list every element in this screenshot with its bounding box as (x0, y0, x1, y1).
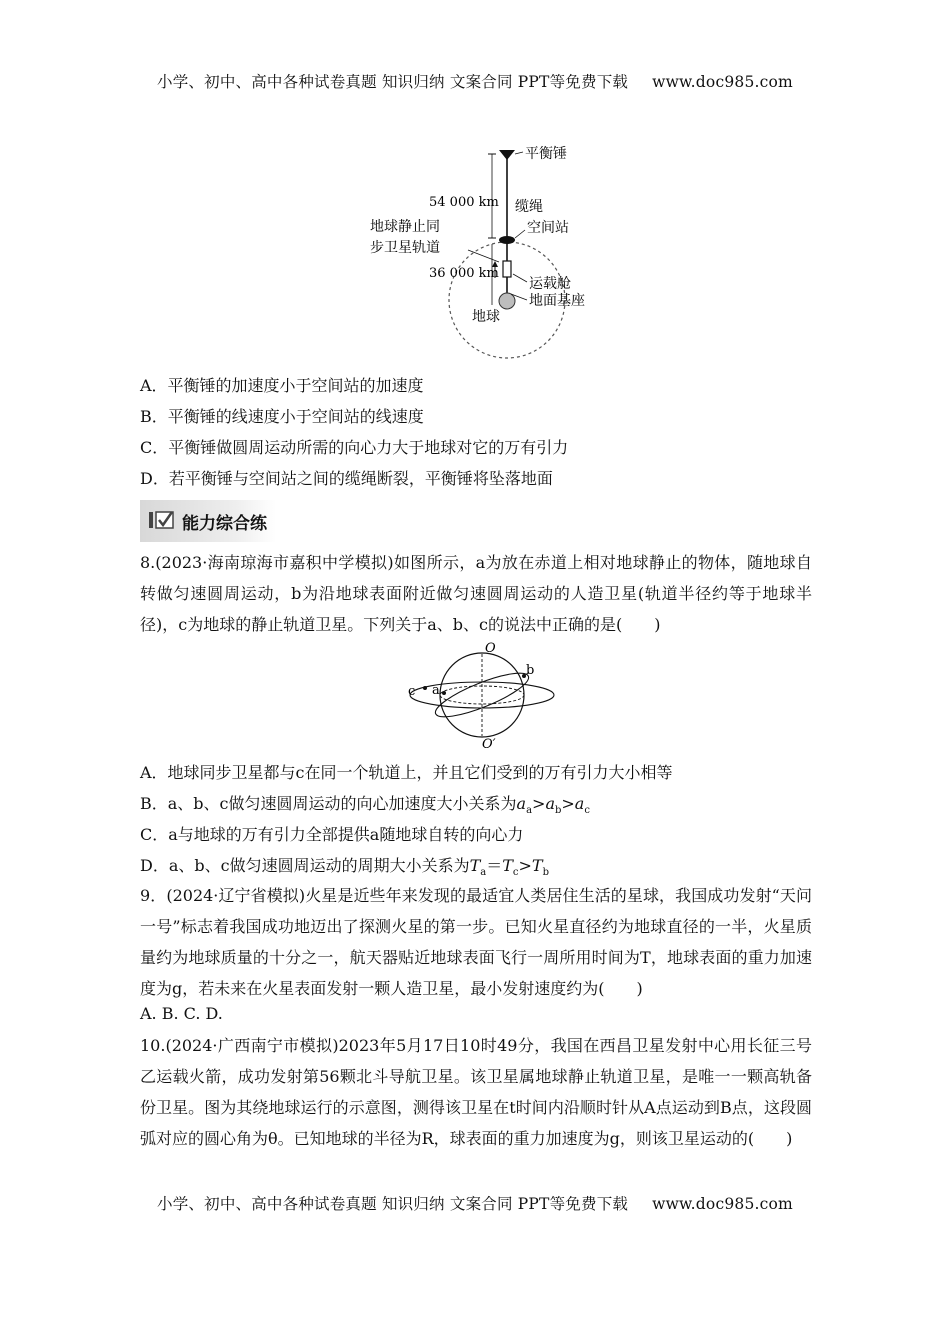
header-text: 小学、初中、高中各种试卷真题 知识归纳 文案合同 PPT等免费下载 (157, 73, 629, 91)
label-b: b (526, 663, 535, 678)
earth-icon (499, 293, 515, 309)
q8-option-b: B．a、b、c做匀速圆周运动的向心加速度大小关系为$a_a>a_b>a_c$ (140, 794, 590, 817)
q7-option-c: C．平衡锤做圆周运动所需的向心力大于地球对它的万有引力 (140, 438, 569, 457)
lower-distance-label: 36 000 km (429, 266, 499, 281)
q10-stem: 10.(2024·广西南宁市模拟)2023年5月17日10时49分，我国在西昌卫星发射中心用长征三号乙运载火箭，成功发射第56颗北斗导航卫星。该卫星属地球静止轨道卫星，是唯一一颗高轨备份卫星。图为其绕地球运行的示意图，测得该卫星在t时间内沿顺时针从A点运动到B点，这段圆弧对应的圆心角为θ。已知地球的半径为R，球表面的重力加速度为g，则该卫星运动的( ) (140, 1036, 812, 1148)
counterweight-icon (499, 150, 515, 160)
checklist-icon (148, 509, 176, 531)
q8-option-a: A．地球同步卫星都与c在同一个轨道上，并且它们受到的万有引力大小相等 (140, 763, 673, 782)
counterweight-label: 平衡锤 (525, 146, 567, 162)
upper-distance-label: 54 000 km (429, 195, 499, 210)
label-O-prime: O′ (482, 737, 496, 752)
capsule-icon (503, 261, 511, 277)
q7-option-a: A．平衡锤的加速度小于空间站的加速度 (140, 376, 424, 395)
space-elevator-figure (355, 140, 615, 365)
station-label: 空间站 (527, 220, 569, 236)
section-title: 能力综合练 (182, 514, 267, 534)
q7-option-b: B．平衡锤的线速度小于空间站的线速度 (140, 407, 424, 426)
orbit-figure (400, 640, 580, 755)
footer-url[interactable]: www.doc985.com (652, 1195, 793, 1213)
label-c: c (408, 684, 416, 699)
page-header (0, 70, 950, 92)
orbit-label-1: 地球静止同 (370, 219, 440, 235)
cable-label: 缆绳 (515, 199, 543, 215)
earth-label: 地球 (472, 309, 500, 325)
orbit-label-2: 步卫星轨道 (370, 240, 440, 256)
space-station-icon (499, 236, 515, 244)
label-a: a (432, 683, 440, 698)
page-footer (0, 1192, 950, 1214)
label-O: O (485, 641, 496, 656)
q8-stem: 8.(2023·海南琼海市嘉积中学模拟)如图所示，a为放在赤道上相对地球静止的物体，随地球自转做匀速圆周运动，b为沿地球表面附近做匀速圆周运动的人造卫星(轨道半径约等于地球半径)，c为地球的静止轨道卫星。下列关于a、b、c的说法中正确的是( ) (140, 553, 812, 634)
q8-option-d: D．a、b、c做匀速圆周运动的周期大小关系为$T_a=T_c>T_b$ (140, 856, 549, 879)
header-url[interactable]: www.doc985.com (652, 73, 793, 91)
base-label: 地面基座 (529, 293, 585, 309)
q7-option-d: D．若平衡锤与空间站之间的缆绳断裂，平衡锤将坠落地面 (140, 469, 553, 488)
section-header (140, 500, 276, 542)
q9-stem: 9．(2024·辽宁省模拟)火星是近些年来发现的最适宜人类居住生活的星球，我国成功发射“天问一号”标志着我国成功地迈出了探测火星的第一步。已知火星直径约为地球直径的一半，火星质量约为地球质量的十分之一，航天器贴近地球表面飞行一周所用时间为T，地球表面的重力加速度为g，若未来在火星表面发射一颗人造卫星，最小发射速度约为( ) (140, 886, 812, 998)
capsule-label: 运载舱 (529, 276, 571, 292)
q8-option-c: C．a与地球的万有引力全部提供a随地球自转的向心力 (140, 825, 524, 844)
q9-options: A. B. C. D. (140, 1004, 223, 1023)
footer-text: 小学、初中、高中各种试卷真题 知识归纳 文案合同 PPT等免费下载 (157, 1195, 629, 1213)
